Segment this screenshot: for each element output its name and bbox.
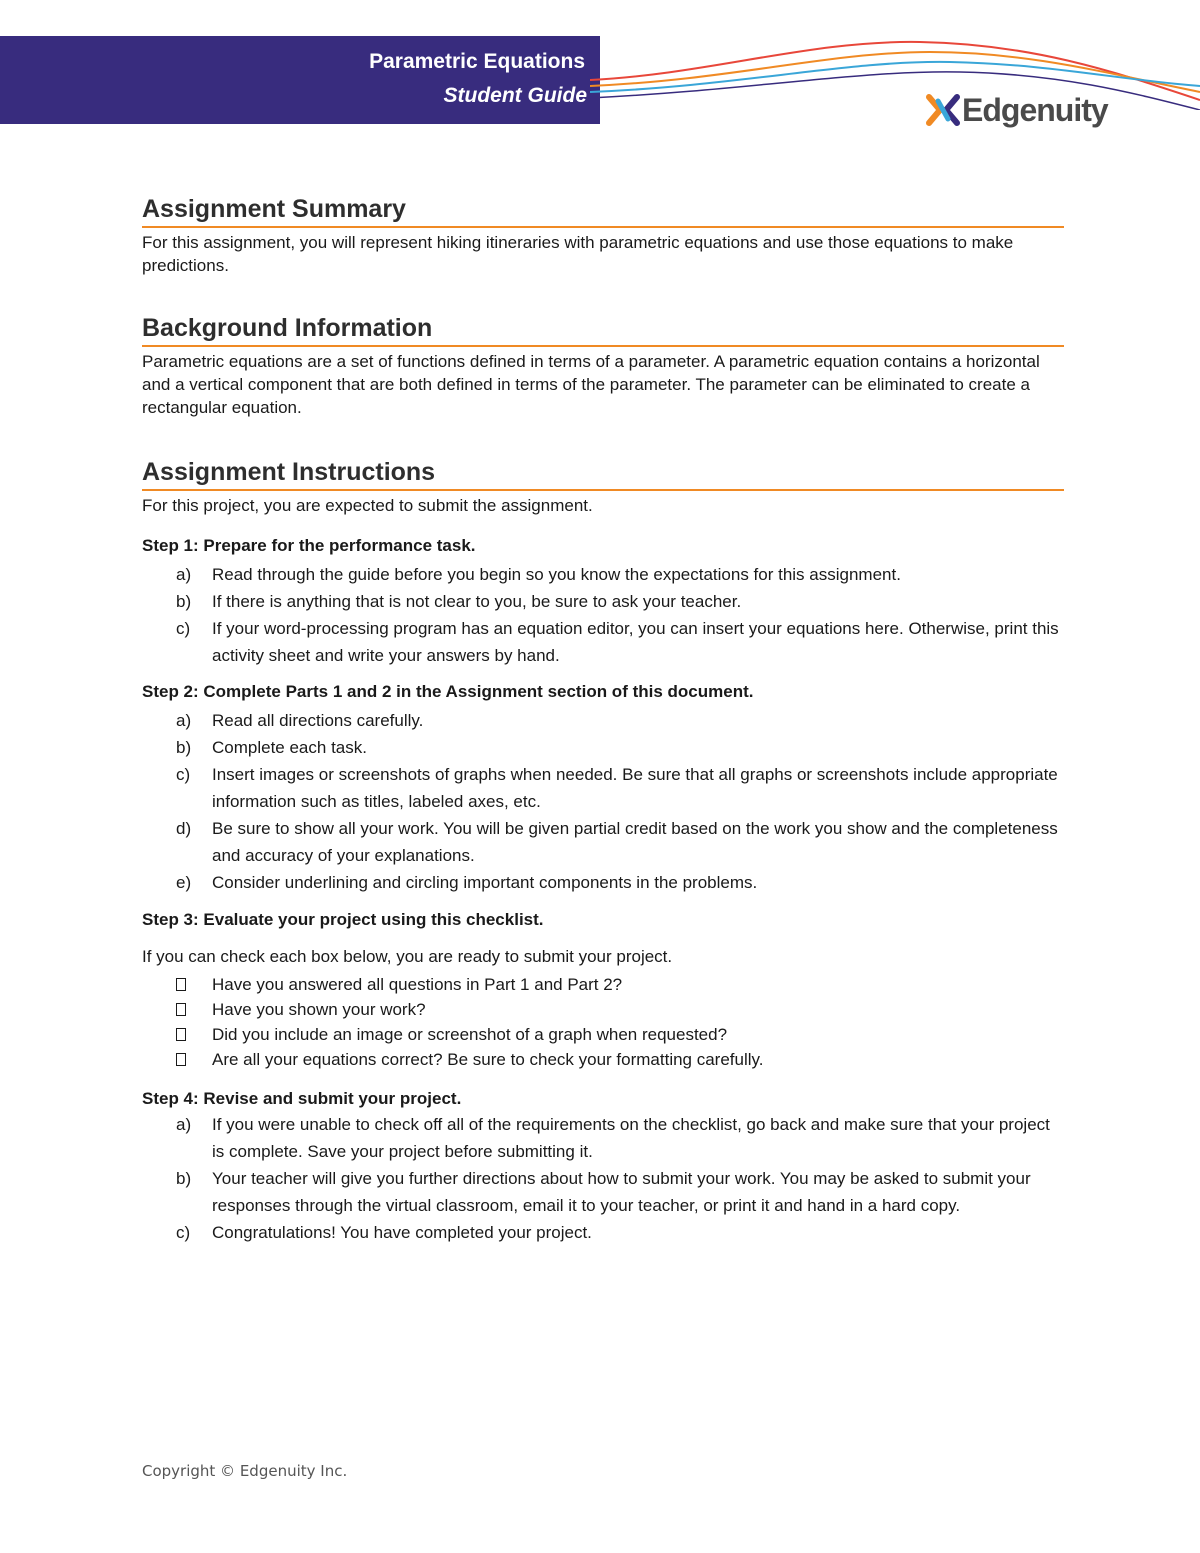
- list-item: b) Complete each task.: [176, 738, 367, 757]
- section-heading: Assignment Instructions: [142, 458, 1064, 491]
- logo-text: Edgenuity: [962, 91, 1108, 128]
- step-1: [142, 534, 1064, 669]
- copyright-footer: Copyright © Edgenuity Inc.: [142, 1462, 348, 1480]
- checkbox-icon[interactable]: [176, 1053, 186, 1066]
- list-item: c) Congratulations! You have completed your project.: [176, 1223, 592, 1242]
- document-subtitle: Student Guide: [443, 84, 587, 107]
- assignment-summary-section: [142, 195, 1064, 277]
- header-banner: [0, 36, 600, 124]
- checklist-item: Did you include an image or screenshot of a graph when requested?: [142, 1022, 1064, 1047]
- step-2: [142, 680, 1064, 896]
- document-title: Parametric Equations: [369, 50, 585, 73]
- checklist-item: Are all your equations correct? Be sure to check your formatting carefully.: [142, 1047, 1064, 1072]
- step-list: [142, 1111, 1064, 1246]
- list-item: c) Insert images or screenshots of graphs when needed. Be sure that all graphs or screenshots include appropriate information such as titles, labeled axes, etc.: [176, 765, 1058, 811]
- list-item: e) Consider underlining and circling important components in the problems.: [176, 873, 758, 892]
- edgenuity-logo: [926, 90, 1108, 130]
- checklist: [142, 972, 1064, 1072]
- checklist-item: Have you shown your work?: [142, 997, 1064, 1022]
- section-heading: Assignment Summary: [142, 195, 1064, 228]
- list-item: d) Be sure to show all your work. You will be given partial credit based on the work you show and the completeness and accuracy of your explanations.: [176, 819, 1058, 865]
- step-3: [142, 908, 1064, 1072]
- section-heading: Background Information: [142, 314, 1064, 347]
- step-title: Step 4: Revise and submit your project.: [142, 1089, 462, 1108]
- checkbox-icon[interactable]: [176, 1003, 186, 1016]
- background-text: Parametric equations are a set of functions defined in terms of a parameter. A parametric equation contains a horizontal and a vertical component that are both defined in terms of the parameter. The parameter can be eliminated to create a rectangular equation.: [142, 352, 1040, 417]
- step-title: Step 3: Evaluate your project using this checklist.: [142, 910, 544, 929]
- step-title: Step 2: Complete Parts 1 and 2 in the Assignment section of this document.: [142, 682, 754, 701]
- checkbox-icon[interactable]: [176, 978, 186, 991]
- summary-text: For this assignment, you will represent hiking itineraries with parametric equations and use those equations to make predictions.: [142, 233, 1014, 275]
- step-title: Step 1: Prepare for the performance task.: [142, 536, 476, 555]
- list-item: a) Read all directions carefully.: [176, 711, 424, 730]
- step-list: [142, 561, 1064, 669]
- checkbox-icon[interactable]: [176, 1028, 186, 1041]
- instructions-intro: For this project, you are expected to submit the assignment.: [142, 496, 593, 515]
- checklist-item: Have you answered all questions in Part 1 and Part 2?: [142, 972, 1064, 997]
- decorative-waves-icon: [590, 30, 1200, 110]
- instructions-section: [142, 458, 1064, 517]
- step-4: [142, 1087, 1064, 1246]
- list-item: b) If there is anything that is not clear to you, be sure to ask your teacher.: [176, 592, 742, 611]
- list-item: b) Your teacher will give you further directions about how to submit your work. You may be asked to submit your responses through the virtual classroom, email it to your teacher, or print it and hand in a hard copy.: [176, 1169, 1031, 1215]
- step-list: [142, 707, 1064, 896]
- list-item: a) Read through the guide before you begin so you know the expectations for this assignment.: [176, 565, 901, 584]
- checklist-intro: If you can check each box below, you are ready to submit your project.: [142, 947, 673, 966]
- edgenuity-x-icon: [926, 93, 960, 127]
- list-item: c) If your word-processing program has an equation editor, you can insert your equations here. Otherwise, print this activity sheet and write your answers by hand.: [176, 619, 1059, 665]
- background-section: [142, 314, 1064, 419]
- list-item: a) If you were unable to check off all of the requirements on the checklist, go back and make sure that your project is complete. Save your project before submitting it.: [176, 1115, 1050, 1161]
